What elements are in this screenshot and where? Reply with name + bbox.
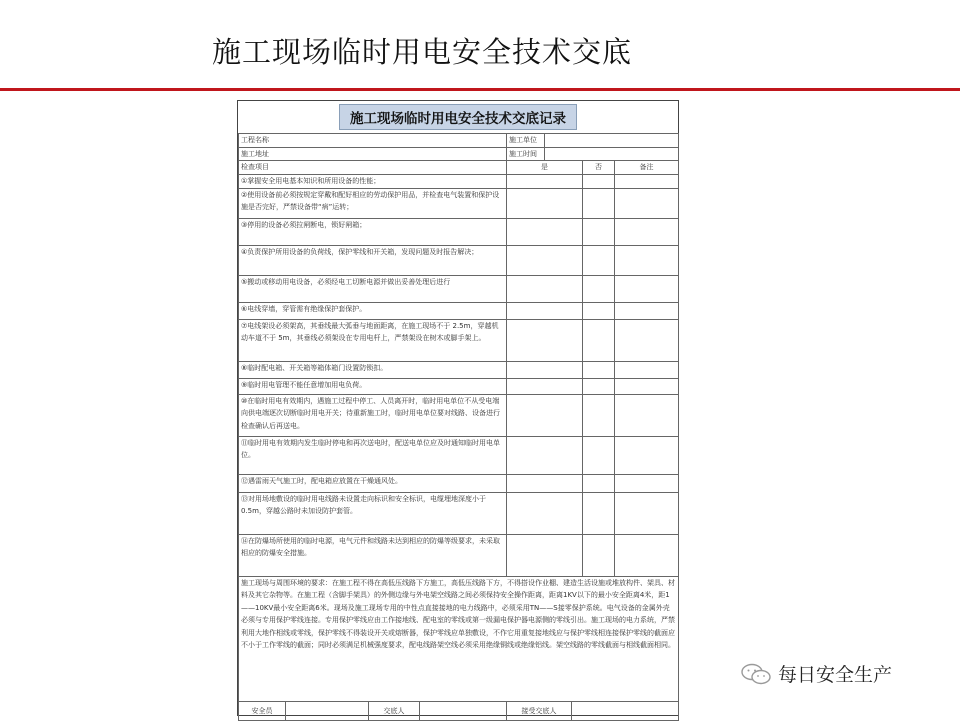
item-text: ③停用的设备必须拉闸断电，锁好闸箱；	[239, 218, 507, 245]
item-row-14	[239, 534, 679, 576]
remarks-cell[interactable]	[615, 394, 679, 436]
meta-row-2	[239, 147, 679, 161]
no-cell[interactable]	[583, 394, 615, 436]
item-row-5	[239, 275, 679, 302]
no-cell[interactable]	[583, 245, 615, 275]
no-cell[interactable]	[583, 361, 615, 378]
yes-cell[interactable]	[507, 319, 583, 361]
yes-cell[interactable]	[507, 361, 583, 378]
item-text: ⑦电线架设必须架高，其垂线最大弧垂与地面距离，在施工现场不于 2.5m，穿越机动车道不于 5m，其垂线必须架设在专用电杆上，严禁架设在树木或脚手架上。	[239, 319, 507, 361]
yes-cell[interactable]	[507, 492, 583, 534]
item-row-9	[239, 378, 679, 394]
briefer-signature[interactable]	[420, 702, 507, 720]
construction-time-value[interactable]	[545, 147, 679, 161]
no-cell[interactable]	[583, 275, 615, 302]
record-table	[238, 133, 679, 721]
briefer-label: 交底人	[369, 702, 420, 720]
item-text: ⑬对用场地敷设的临时用电线路未设置走向标识和安全标识，电缆埋地深度小于 0.5m，穿越公路时未加设防护套管。	[239, 492, 507, 534]
remarks-cell[interactable]	[615, 534, 679, 576]
yes-cell[interactable]	[507, 174, 583, 188]
remarks-cell[interactable]	[615, 188, 679, 218]
recipient-label: 接受交底人	[507, 702, 572, 720]
meta-row-1	[239, 134, 679, 148]
remarks-cell[interactable]	[615, 218, 679, 245]
yes-cell[interactable]	[507, 188, 583, 218]
item-text: ④负责保护所用设备的负荷线，保护零线和开关箱，发现问题及时报告解决；	[239, 245, 507, 275]
environment-requirements-text: 施工现场与周围环境的要求：在施工程不得在高低压线路下方施工，高低压线路下方，不得搭设作业棚、建造生活设施或堆放构件、架具、材料及其它杂物等。在施工程（含脚手架具）的外侧边缘与外电架空线路之间必须保持安全操作距离，距离1KV以下的最小安全距离4米，距1——10KV最小安全距离6米。现场及施工现场专用的中性点直接接地的电力线路中，必须采用TN——S接零保护系统。电气设备的金属外壳必须与专用保护零线连接。专用保护零线应由工作接地线、配电室的零线或第一级漏电保护器电源侧的零线引出。施工现场的电力系统，严禁利用大地作相线或零线，保护零线不得装设开关或熔断器，保护零线应单独敷设，不作它用重复接地线应与保护零线相连接保护零线的截面应不小于工作零线的截面；同时必须满足机械强度要求，配电线路架空线必须采用绝缘铜线或绝缘铝线。架空线路的零线截面与相线截面相同。	[239, 576, 679, 701]
remarks-cell[interactable]	[615, 492, 679, 534]
item-text: ⑥电线穿墙，穿管需有绝缘保护套保护。	[239, 302, 507, 319]
yes-cell[interactable]	[507, 394, 583, 436]
construction-unit-value[interactable]	[545, 134, 679, 148]
item-row-6	[239, 302, 679, 319]
item-row-3	[239, 218, 679, 245]
record-title-band	[238, 101, 678, 133]
notes-row	[239, 576, 679, 701]
remarks-cell[interactable]	[615, 174, 679, 188]
item-row-11	[239, 436, 679, 474]
safety-officer-signature[interactable]	[286, 702, 369, 720]
yes-cell[interactable]	[507, 218, 583, 245]
remarks-cell[interactable]	[615, 474, 679, 492]
slide-title: 施工现场临时用电安全技术交底	[212, 35, 633, 69]
remarks-cell[interactable]	[615, 245, 679, 275]
no-cell[interactable]	[583, 534, 615, 576]
remarks-cell[interactable]	[615, 302, 679, 319]
item-row-7	[239, 319, 679, 361]
no-cell[interactable]	[583, 188, 615, 218]
remarks-cell[interactable]	[615, 361, 679, 378]
no-cell[interactable]	[583, 302, 615, 319]
signature-row	[239, 701, 679, 720]
safety-officer-label: 安全员	[239, 702, 286, 720]
yes-cell[interactable]	[507, 275, 583, 302]
no-cell[interactable]	[583, 436, 615, 474]
remarks-cell[interactable]	[615, 436, 679, 474]
construction-unit-label: 施工单位	[507, 134, 545, 148]
item-text: ⑨临时用电管理不能任意增加用电负荷。	[239, 378, 507, 394]
watermark-text: 每日安全生产	[778, 664, 893, 686]
header-remarks: 备注	[615, 161, 679, 175]
wechat-icon	[740, 663, 772, 685]
yes-cell[interactable]	[507, 474, 583, 492]
no-cell[interactable]	[583, 378, 615, 394]
construction-time-label: 施工时间	[507, 147, 545, 161]
item-text: ⑪临时用电有效期内发生临时停电和再次送电时，配送电单位应及时通知临时用电单位。	[239, 436, 507, 474]
no-cell[interactable]	[583, 474, 615, 492]
item-text: ⑤搬动或移动用电设备，必须经电工切断电源并做出妥善处理后进行	[239, 275, 507, 302]
yes-cell[interactable]	[507, 245, 583, 275]
item-row-12	[239, 474, 679, 492]
item-text: ⑧临时配电箱、开关箱等箱体箱门设置防锁扣。	[239, 361, 507, 378]
remarks-cell[interactable]	[615, 275, 679, 302]
header-yes: 是	[507, 161, 583, 175]
header-no: 否	[583, 161, 615, 175]
item-text: ②使用设备前必须按规定穿戴和配好相应的劳动保护用品，并检查电气装置和保护设施是否完好，严禁设备带“病”运转；	[239, 188, 507, 218]
watermark	[740, 660, 892, 687]
header-item: 检查项目	[239, 161, 507, 175]
header-row	[239, 161, 679, 175]
no-cell[interactable]	[583, 319, 615, 361]
record-title: 施工现场临时用电安全技术交底记录	[339, 104, 577, 130]
item-row-4	[239, 245, 679, 275]
item-row-8	[239, 361, 679, 378]
item-text: ①掌握安全用电基本知识和所用设备的性能；	[239, 174, 507, 188]
yes-cell[interactable]	[507, 534, 583, 576]
yes-cell[interactable]	[507, 378, 583, 394]
recipient-signature[interactable]	[572, 702, 678, 720]
item-row-13	[239, 492, 679, 534]
title-divider	[0, 88, 960, 91]
yes-cell[interactable]	[507, 436, 583, 474]
record-document	[237, 100, 679, 716]
no-cell[interactable]	[583, 492, 615, 534]
item-text: ⑭在防爆场所使用的临时电源，电气元件和线路未达到相应的防爆等级要求，未采取相应的防爆安全措施。	[239, 534, 507, 576]
remarks-cell[interactable]	[615, 319, 679, 361]
yes-cell[interactable]	[507, 302, 583, 319]
item-text: ⑩在临时用电有效期内，遇施工过程中停工、人员离开时，临时用电单位不从受电端向供电端逐次切断临时用电开关；待重新施工时，临时用电单位要对线路、设备进行检查确认后再送电。	[239, 394, 507, 436]
item-row-2	[239, 188, 679, 218]
project-name-label: 工程名称	[239, 134, 507, 148]
item-row-1	[239, 174, 679, 188]
no-cell[interactable]	[583, 218, 615, 245]
item-text: ⑫遇雷雨天气施工时，配电箱应放置在干燥通风处。	[239, 474, 507, 492]
item-row-10	[239, 394, 679, 436]
remarks-cell[interactable]	[615, 378, 679, 394]
project-address-label: 施工地址	[239, 147, 507, 161]
no-cell[interactable]	[583, 174, 615, 188]
